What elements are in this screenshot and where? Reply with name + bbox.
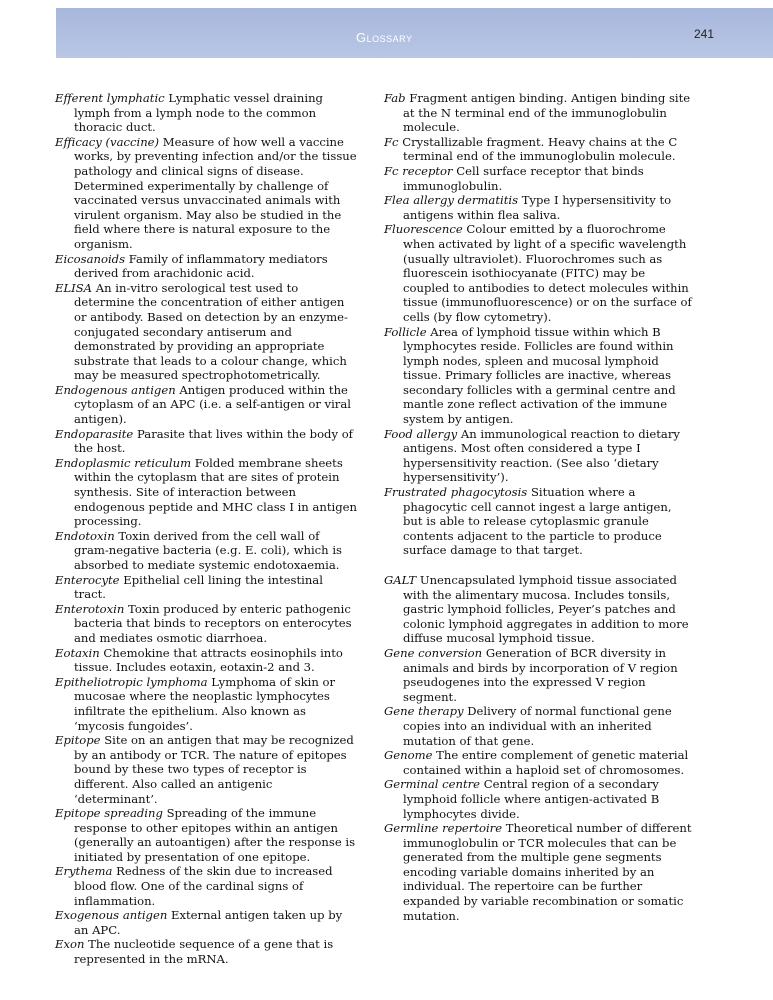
glossary-definition: Area of lymphoid tissue within which B lymphocytes reside. Follicles are found within lymph nodes, spleen and mucosal lymphoid tissue. Primary follicles are inactive, whereas secondary follicles with a germinal centre and mantle zone reflect activation of the immune system by antigen.: [403, 324, 676, 427]
glossary-entry: [55, 675, 357, 733]
glossary-term: Fluorescence: [384, 222, 463, 237]
glossary-entry: [384, 485, 694, 558]
glossary-entry: [384, 704, 694, 748]
glossary-term: Endogenous antigen: [55, 382, 176, 397]
glossary-term: Gene therapy: [384, 704, 464, 719]
glossary-definition: Chemokine that attracts eosinophils into tissue. Includes eotaxin, eotaxin-2 and 3.: [74, 645, 343, 675]
glossary-entry: [55, 573, 357, 602]
glossary-term: Epitheliotropic lymphoma: [55, 674, 208, 689]
glossary-definition: Fragment antigen binding. Antigen binding site at the N terminal end of the immunoglobulin molecule.: [403, 91, 691, 135]
glossary-term: Efferent lymphatic: [55, 91, 165, 105]
glossary-entry: [55, 427, 357, 456]
glossary-term: Follicle: [384, 324, 427, 339]
glossary-entry: [384, 427, 694, 485]
glossary-definition: The entire complement of genetic material contained within a haploid set of chromosomes.: [403, 748, 689, 777]
glossary-entry: [55, 733, 357, 806]
glossary-definition: Crystallizable fragment. Heavy chains at the C terminal end of the immunoglobulin molecule.: [402, 134, 678, 164]
glossary-entry: [55, 806, 357, 864]
glossary-entry: [384, 646, 694, 704]
glossary-entry: [55, 281, 357, 383]
glossary-term: Eicosanoids: [55, 251, 126, 266]
glossary-term: Food allergy: [384, 426, 458, 441]
glossary-definition: Spreading of the immune response to other epitopes within an antigen (generally an autoantigen) after the response is initiated by presentation of one epitope.: [74, 806, 356, 864]
glossary-entry: [55, 91, 357, 135]
glossary-entry: [55, 937, 357, 966]
glossary-definition: Parasite that lives within the body of the host.: [74, 426, 353, 456]
glossary-term: Flea allergy dermatitis: [384, 193, 519, 208]
glossary-definition: Theoretical number of different immunoglobulin or TCR molecules that can be generated from the multiple gene segments encoding variable domains inherited by an individual. The repertoire can be further expanded by variable recombination or somatic mutation.: [403, 821, 692, 923]
glossary-entry: [384, 748, 694, 777]
page-number: 241: [693, 27, 714, 41]
glossary-entry: [384, 325, 694, 427]
glossary-term: GALT: [384, 573, 417, 587]
glossary-term: Enterotoxin: [55, 601, 125, 616]
glossary-definition: Lymphoma of skin or mucosae where the neoplastic lymphocytes infiltrate the epithelium. Also known as ‘mycosis fungoides’.: [74, 674, 335, 733]
glossary-entry: [55, 135, 357, 252]
glossary-entry: [384, 164, 694, 193]
glossary-term: Genome: [384, 748, 433, 763]
glossary-definition: Measure of how well a vaccine works, by preventing infection and/or the tissue pathology and clinical signs of disease. Determined experimentally by challenge of vaccinated versus unvaccinated animals with virulent organism. May also be studied in the field where there is natural exposure to the organism.: [74, 134, 357, 251]
glossary-definition: Toxin produced by enteric pathogenic bacteria that binds to receptors on enterocytes and mediates osmotic diarrhoea.: [74, 601, 352, 645]
glossary-definition: Type I hypersensitivity to antigens within flea saliva.: [403, 193, 672, 222]
glossary-entry: [55, 383, 357, 427]
glossary-entry: [384, 222, 694, 324]
glossary-entry: [55, 252, 357, 281]
glossary-term: Endoparasite: [55, 426, 134, 441]
glossary-entry: [384, 821, 694, 923]
glossary-definition: Situation where a phagocytic cell cannot ingest a large antigen, but is able to release cytoplasmic granule contents adjacent to the particle to produce surface damage to that target.: [403, 485, 672, 558]
glossary-term: Germline repertoire: [384, 821, 503, 836]
glossary-entry: [55, 908, 357, 937]
glossary-definition: An in-vitro serological test used to determine the concentration of either antigen or antibody. Based on detection by an enzyme-conjugated secondary antiserum and demonstrated by providing an appropriate substrate that leads to a colour change, which may be measured spectrophotometrically.: [74, 280, 348, 383]
glossary-definition: Lymphatic vessel draining lymph from a lymph node to the common thoracic duct.: [74, 91, 323, 135]
glossary-term: Endoplasmic reticulum: [55, 455, 192, 470]
glossary-entry: [384, 91, 694, 135]
glossary-term: Fc: [384, 134, 399, 149]
glossary-term: Eotaxin: [55, 645, 100, 660]
glossary-definition: Cell surface receptor that binds immunoglobulin.: [403, 163, 644, 193]
glossary-term: Exogenous antigen: [55, 908, 168, 923]
glossary-definition: Antigen produced within the cytoplasm of an APC (i.e. a self-antigen or viral antigen).: [74, 382, 351, 427]
glossary-entry: [55, 864, 357, 908]
glossary-definition: External antigen taken up by an APC.: [74, 908, 343, 937]
right-column: [384, 91, 694, 923]
glossary-definition: Colour emitted by a fluorochrome when activated by light of a specific wavelength (usually ultraviolet). Fluorochromes such as fluorescein isothiocyanate (FITC) may be coupled to antibodies to detect molecules within tissue (immunofluorescence) or on the surface of cells (by flow cytometry).: [403, 222, 692, 324]
glossary-definition: Redness of the skin due to increased blood flow. One of the cardinal signs of inflammation.: [74, 864, 333, 908]
glossary-entry: [384, 573, 694, 646]
glossary-term: Efficacy (vaccine): [55, 134, 160, 149]
glossary-entry: [55, 646, 357, 675]
left-column: [55, 91, 357, 967]
glossary-definition: Central region of a secondary lymphoid follicle where antigen-activated B lymphocytes divide.: [403, 777, 660, 821]
glossary-term: Exon: [55, 937, 85, 952]
glossary-definition: Delivery of normal functional gene copies into an individual with an inherited mutation of that gene.: [403, 704, 672, 748]
glossary-entry: [384, 135, 694, 164]
glossary-entry: [55, 529, 357, 573]
glossary-entry: [384, 777, 694, 821]
glossary-definition: Site on an antigen that may be recognized by an antibody or TCR. The nature of epitopes bound by these two types of receptor is different. Also called an antigenic ‘determinant’.: [74, 733, 354, 806]
glossary-term: Gene conversion: [384, 645, 483, 660]
glossary-term: ELISA: [55, 280, 93, 295]
glossary-term: Erythema: [55, 864, 113, 879]
glossary-entry: [55, 456, 357, 529]
glossary-definition: Generation of BCR diversity in animals and birds by incorporation of V region pseudogenes into the expressed V region segment.: [403, 645, 678, 704]
glossary-term: Endotoxin: [55, 528, 115, 543]
glossary-definition: An immunological reaction to dietary antigens. Most often considered a type I hypersensitivity reaction. (See also ‘dietary hypersensitivity’).: [403, 426, 680, 485]
glossary-term: Fc receptor: [384, 163, 453, 178]
glossary-term: Germinal centre: [384, 777, 481, 792]
glossary-entry: [55, 602, 357, 646]
glossary-term: Epitope spreading: [55, 806, 163, 821]
glossary-term: Enterocyte: [55, 572, 120, 587]
glossary-definition: Epithelial cell lining the intestinal tract.: [74, 572, 323, 602]
glossary-definition: Family of inflammatory mediators derived from arachidonic acid.: [74, 251, 328, 281]
glossary-term: Frustrated phagocytosis: [384, 485, 528, 500]
glossary-term: Fab: [384, 91, 406, 105]
glossary-term: Epitope: [55, 733, 101, 748]
glossary-definition: The nucleotide sequence of a gene that is represented in the mRNA.: [74, 937, 334, 967]
glossary-definition: Folded membrane sheets within the cytoplasm that are sites of protein synthesis. Site of interaction between endogenous peptide and MHC class I in antigen processing.: [74, 455, 357, 529]
glossary-definition: Toxin derived from the cell wall of gram-negative bacteria (e.g. E. coli), which is absorbed to mediate systemic endotoxaemia.: [74, 528, 342, 572]
glossary-definition: Unencapsulated lymphoid tissue associated with the alimentary mucosa. Includes tonsils, gastric lymphoid follicles, Peyer’s patches and colonic lymphoid aggregates in addition to more diffuse mucosal lymphoid tissue.: [403, 573, 689, 646]
header-banner: [56, 8, 773, 58]
section-title: Glossary: [356, 30, 413, 45]
glossary-entry: [384, 193, 694, 222]
